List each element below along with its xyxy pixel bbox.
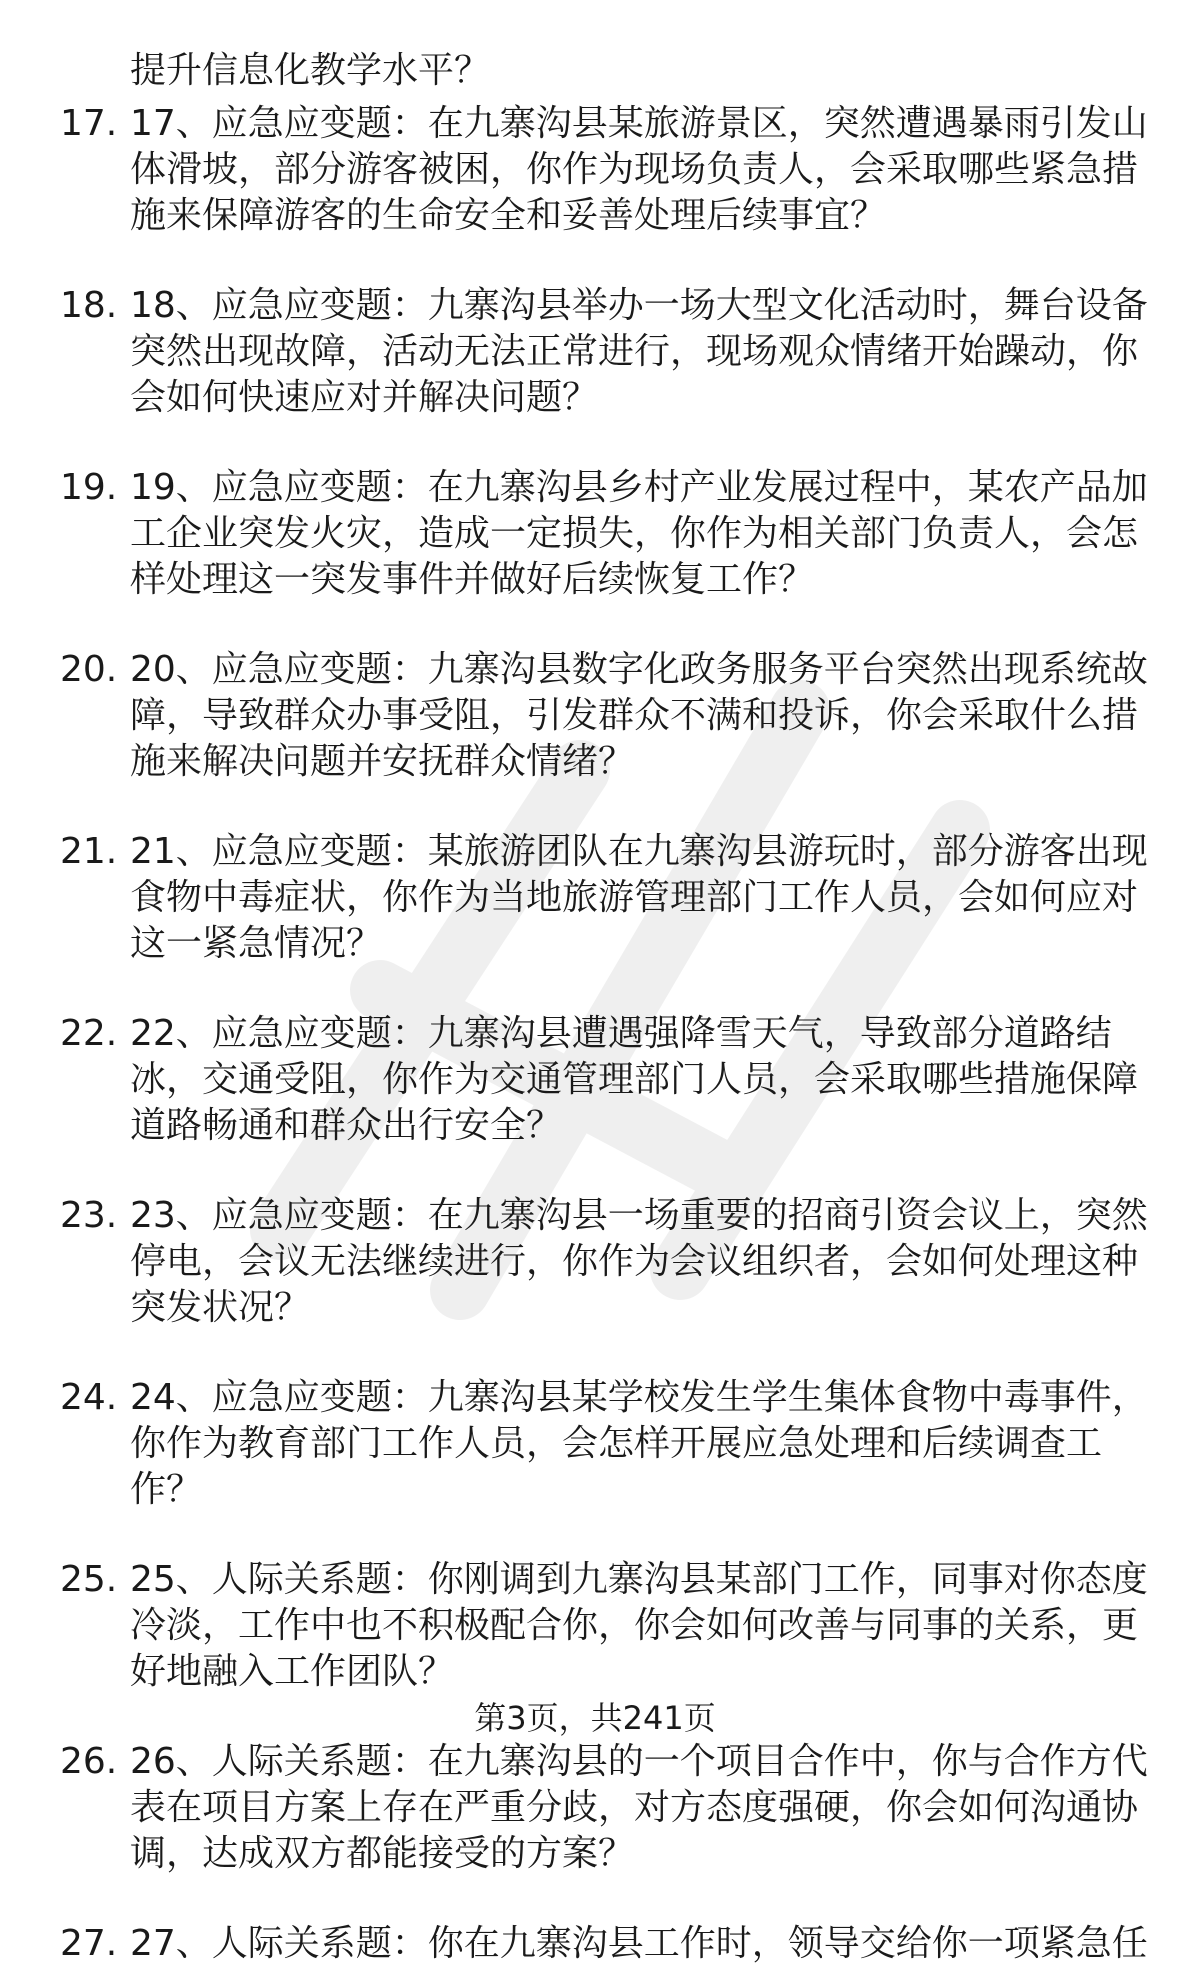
question-text-line: 20、应急应变题：九寨沟县数字化政务服务平台突然出现系统故 xyxy=(130,649,1148,690)
question-number: 22. xyxy=(60,1013,118,1054)
question-text-line: 22、应急应变题：九寨沟县遭遇强降雪天气，导致部分道路结 xyxy=(130,1013,1112,1054)
question-text-line: 25、人际关系题：你刚调到九寨沟县某部门工作，同事对你态度 xyxy=(130,1559,1148,1600)
question-text-line: 19、应急应变题：在九寨沟县乡村产业发展过程中，某农产品加 xyxy=(130,467,1148,508)
question-text-line: 21、应急应变题：某旅游团队在九寨沟县游玩时，部分游客出现 xyxy=(130,831,1148,872)
intro-line: 提升信息化教学水平？ xyxy=(130,50,491,91)
question-text-line: 停电，会议无法继续进行，你作为会议组织者，会如何处理这种 xyxy=(130,1241,1139,1282)
question-text-line: 作？ xyxy=(130,1469,203,1510)
question-text-line: 体滑坡，部分游客被困，你作为现场负责人，会采取哪些紧急措 xyxy=(130,149,1139,190)
question-text-line: 表在项目方案上存在严重分歧，对方态度强硬，你会如何沟通协 xyxy=(130,1787,1139,1828)
question-number: 18. xyxy=(60,285,118,326)
question-text-line: 食物中毒症状，你作为当地旅游管理部门工作人员，会如何应对 xyxy=(130,877,1139,918)
question-text-line: 27、人际关系题：你在九寨沟县工作时，领导交给你一项紧急任 xyxy=(130,1923,1148,1964)
question-text-line: 施来解决问题并安抚群众情绪？ xyxy=(130,741,635,782)
question-number: 24. xyxy=(60,1377,118,1418)
question-text-line: 24、应急应变题：九寨沟县某学校发生学生集体食物中毒事件， xyxy=(130,1377,1148,1418)
question-text-line: 会如何快速应对并解决问题？ xyxy=(130,377,599,418)
question-text-line: 23、应急应变题：在九寨沟县一场重要的招商引资会议上，突然 xyxy=(130,1195,1148,1236)
question-text-line: 调，达成双方都能接受的方案？ xyxy=(130,1833,635,1874)
question-number: 17. xyxy=(60,103,118,144)
question-text-line: 你作为教育部门工作人员，会怎样开展应急处理和后续调查工 xyxy=(130,1423,1103,1464)
question-number: 27. xyxy=(60,1923,118,1964)
question-text-line: 18、应急应变题：九寨沟县举办一场大型文化活动时，舞台设备 xyxy=(130,285,1148,326)
question-text-line: 26、人际关系题：在九寨沟县的一个项目合作中，你与合作方代 xyxy=(130,1741,1148,1782)
question-number: 26. xyxy=(60,1741,118,1782)
question-number: 21. xyxy=(60,831,118,872)
question-text-line: 这一紧急情况？ xyxy=(130,923,383,964)
question-number: 20. xyxy=(60,649,118,690)
question-text-line: 好地融入工作团队？ xyxy=(130,1651,455,1692)
question-text-line: 障，导致群众办事受阻，引发群众不满和投诉，你会采取什么措 xyxy=(130,695,1139,736)
question-number: 19. xyxy=(60,467,118,508)
question-text-line: 工企业突发火灾，造成一定损失，你作为相关部门负责人，会怎 xyxy=(130,513,1139,554)
question-number: 23. xyxy=(60,1195,118,1236)
question-text-line: 冰，交通受阻，你作为交通管理部门人员，会采取哪些措施保障 xyxy=(130,1059,1139,1100)
question-number: 25. xyxy=(60,1559,118,1600)
question-text-line: 突发状况？ xyxy=(130,1287,311,1328)
page-footer: 第3页，共241页 xyxy=(474,1699,716,1737)
question-text-line: 施来保障游客的生命安全和妥善处理后续事宜？ xyxy=(130,195,887,236)
question-text-line: 冷淡，工作中也不积极配合你，你会如何改善与同事的关系，更 xyxy=(130,1605,1139,1646)
question-text-line: 突然出现故障，活动无法正常进行，现场观众情绪开始躁动，你 xyxy=(130,331,1139,372)
question-text-line: 道路畅通和群众出行安全？ xyxy=(130,1105,563,1146)
question-text-line: 样处理这一突发事件并做好后续恢复工作？ xyxy=(130,559,815,600)
question-text-line: 17、应急应变题：在九寨沟县某旅游景区，突然遭遇暴雨引发山 xyxy=(130,103,1148,144)
